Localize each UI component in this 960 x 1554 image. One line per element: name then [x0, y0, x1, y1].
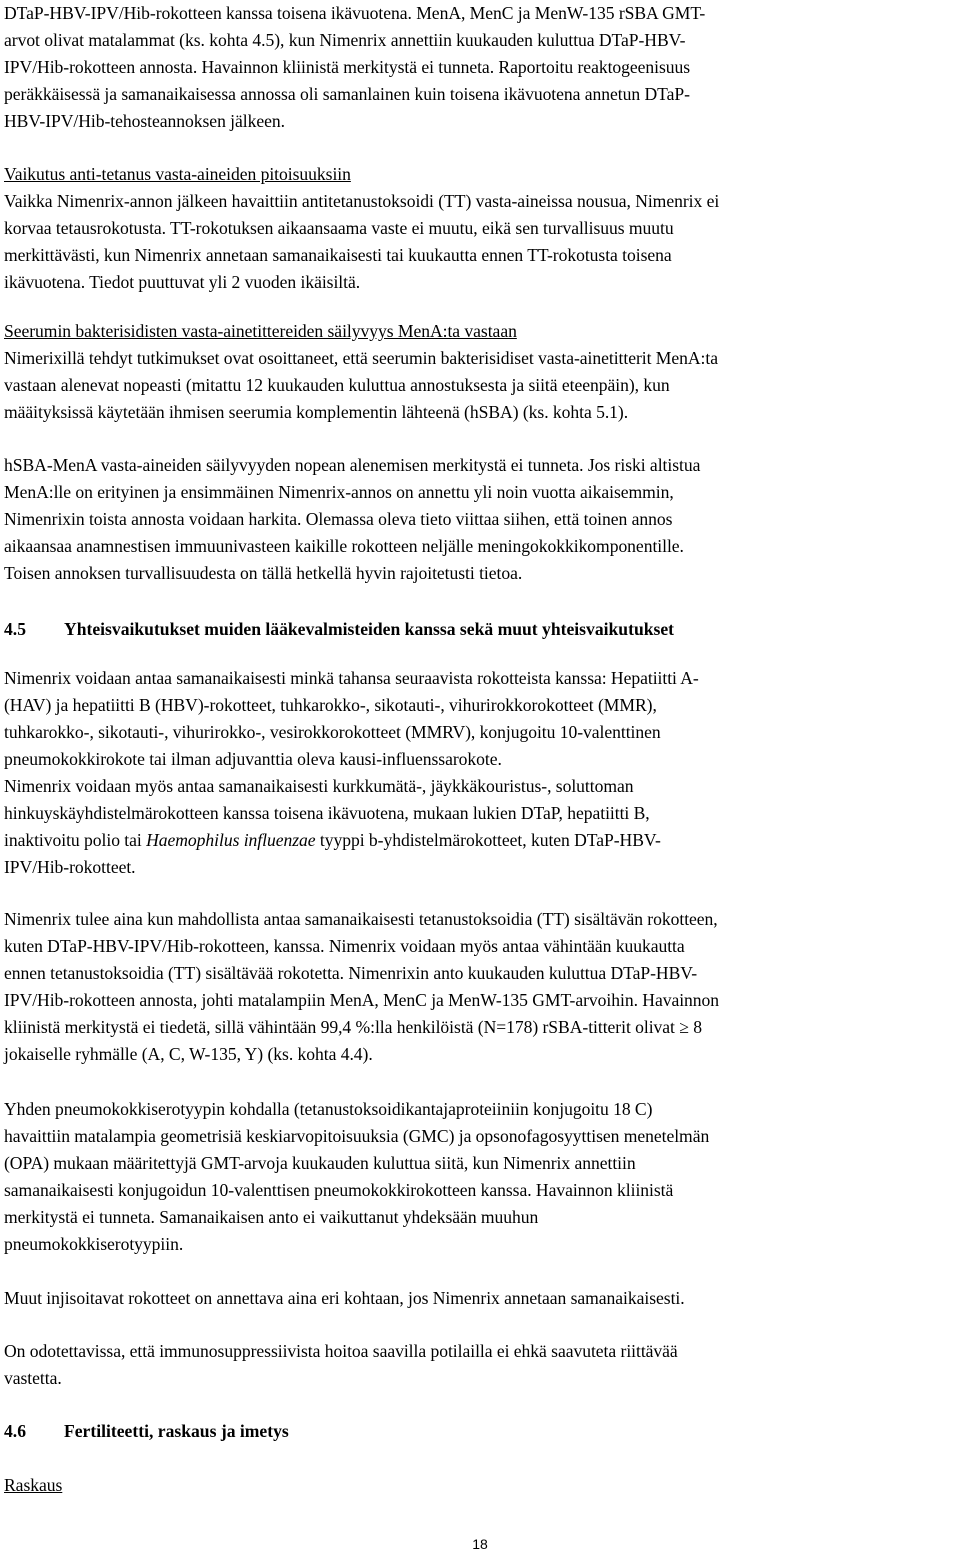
text-line: Muut injisoitavat rokotteet on annettava aina eri kohtaan, jos Nimenrix annetaan samanaikaisesti. — [4, 1288, 685, 1308]
section-title: Yhteisvaikutukset muiden lääkevalmisteiden kanssa sekä muut yhteisvaikutukset — [64, 619, 675, 639]
section-number: 4.5 — [4, 619, 26, 639]
text-line: tuhkarokko-, sikotauti-, vihurirokko-, vesirokkorokotteet (MMRV), konjugoitu 10-valenttinen — [4, 722, 661, 742]
text-line: MenA:lle on erityinen ja ensimmäinen Nimenrix-annos on annettu yli noin vuotta aikaisemmin, — [4, 482, 674, 502]
text-line: Vaikka Nimenrix-annon jälkeen havaittiin antitetanustoksoidi (TT) vasta-aineissa nousua, Nimenrix ei — [4, 191, 720, 211]
paragraph-coadministration-dtap — [4, 0, 959, 135]
text-span: inaktivoitu polio tai — [4, 830, 147, 850]
text-line: Nimenrix voidaan myös antaa samanaikaisesti kurkkumätä-, jäykkäkouristus-, soluttoman — [4, 776, 634, 796]
subheading-anti-tetanus: Vaikutus anti-tetanus vasta-aineiden pitoisuuksiin — [4, 164, 351, 184]
text-line: ikävuotena. Tiedot puuttuvat yli 2 vuoden ikäisiltä. — [4, 272, 361, 292]
text-line: vastetta. — [4, 1368, 62, 1388]
section-heading-4-6 — [4, 1418, 959, 1445]
text-line: peräkkäisessä ja samanaikaisessa annossa oli samanlainen kuin toisena ikävuotena annetun DTaP- — [4, 84, 690, 104]
text-line: hinkuyskäyhdistelmärokotteen kanssa toisena ikävuotena, mukaan lukien DTaP, hepatiitti B, — [4, 803, 650, 823]
page-number: 18 — [472, 1536, 488, 1552]
text-line: Nimenrixin toista annosta voidaan harkita. Olemassa oleva tieto viittaa siihen, että toinen annos — [4, 509, 673, 529]
section-number: 4.6 — [4, 1421, 26, 1441]
section-anti-tetanus — [4, 161, 959, 296]
text-line: Nimerixillä tehdyt tutkimukset ovat osoittaneet, että seerumin bakterisidiset vasta-ainetitterit MenA:ta — [4, 348, 718, 368]
text-line: merkittävästi, kun Nimenrix annetaan samanaikaisesti tai kuukautta ennen TT-rokotusta toisena — [4, 245, 672, 265]
paragraph-pneumococcal — [4, 1096, 959, 1258]
text-line: On odotettavissa, että immunosuppressiivista hoitoa saavilla potilailla ei ehkä saavuteta riittävää — [4, 1341, 678, 1361]
text-line: määityksissä käytetään ihmisen seerumia komplementin lähteenä (hSBA) (ks. kohta 5.1). — [4, 402, 629, 422]
text-line: IPV/Hib-rokotteen annosta, johti matalampiin MenA, MenC ja MenW-135 GMT-arvoihin. Havainnon — [4, 990, 720, 1010]
paragraph-coadministration-vaccines — [4, 665, 959, 881]
text-line: korvaa tetausrokotusta. TT-rokotuksen aikaansaama vaste ei muutu, eikä sen turvallisuus muutu — [4, 218, 674, 238]
text-line: Nimenrix voidaan antaa samanaikaisesti minkä tahansa seuraavista rokotteista kanssa: Hepatiitti A- — [4, 668, 699, 688]
paragraph-injection-sites — [4, 1285, 959, 1312]
text-line: merkitystä ei tunneta. Samanaikaisen anto ei vaikuttanut yhdeksään muuhun — [4, 1207, 539, 1227]
text-line: ennen tetanustoksoidia (TT) sisältävää rokotetta. Nimenrixin anto kuukauden kuluttua DTaP-HBV- — [4, 963, 698, 983]
text-line: (OPA) mukaan määritettyjä GMT-arvoja kuukauden kuluttua siitä, kun Nimenrix annettiin — [4, 1153, 636, 1173]
text-line: kuten DTaP-HBV-IPV/Hib-rokotteen, kanssa. Nimenrix voidaan myös antaa vähintään kuukautta — [4, 936, 685, 956]
text-line: samanaikaisesti konjugoidun 10-valenttisen pneumokokkirokotteen kanssa. Havainnon kliinistä — [4, 1180, 674, 1200]
text-line: pneumokokkiserotyypiin. — [4, 1234, 184, 1254]
text-line: HBV-IPV/Hib-tehosteannoksen jälkeen. — [4, 111, 285, 131]
text-line: jokaiselle ryhmälle (A, C, W-135, Y) (ks. kohta 4.4). — [4, 1044, 373, 1064]
text-line: Nimenrix tulee aina kun mahdollista antaa samanaikaisesti tetanustoksoidia (TT) sisältävän rokotteen, — [4, 909, 718, 929]
text-line: (HAV) ja hepatiitti B (HBV)-rokotteet, tuhkarokko-, sikotauti-, vihurirokkorokotteet (MMR), — [4, 695, 657, 715]
text-line: vastaan alenevat nopeasti (mitattu 12 kuukauden kuluttua annostuksesta ja siitä eteenpäin), kun — [4, 375, 670, 395]
subheading-mena-persistence: Seerumin bakterisidisten vasta-ainetittereiden säilyvyys MenA:ta vastaan — [4, 321, 517, 341]
text-span: tyyppi b-yhdistelmärokotteet, kuten DTaP-HBV- — [315, 830, 661, 850]
text-line: IPV/Hib-rokotteen annosta. Havainnon kliinistä merkitystä ei tunneta. Raportoitu reaktogeenisuus — [4, 57, 691, 77]
text-line: hSBA-MenA vasta-aineiden säilyvyyden nopean alenemisen merkitystä ei tunneta. Jos riski altistua — [4, 455, 701, 475]
subsection-raskaus — [4, 1472, 959, 1499]
text-line: DTaP-HBV-IPV/Hib-rokotteen kanssa toisena ikävuotena. MenA, MenC ja MenW-135 rSBA GMT- — [4, 3, 706, 23]
text-line — [4, 827, 959, 854]
italic-organism-name: Haemophilus influenzae — [146, 830, 316, 850]
text-line: Toisen annoksen turvallisuudesta on tällä hetkellä hyvin rajoitetusti tietoa. — [4, 563, 523, 583]
text-line: kliinistä merkitystä ei tiedetä, sillä vähintään 99,4 %:lla henkilöistä (N=178) rSBA-titterit olivat ≥ 8 — [4, 1017, 702, 1037]
section-mena-persistence — [4, 318, 959, 426]
text-line: havaittiin matalampia geometrisiä keskiarvopitoisuuksia (GMC) ja opsonofagosyyttisen menetelmän — [4, 1126, 710, 1146]
subheading-raskaus: Raskaus — [4, 1475, 63, 1495]
text-line: Yhden pneumokokkiserotyypin kohdalla (tetanustoksoidikantajaproteiiniin konjugoitu 18 C) — [4, 1099, 653, 1119]
section-title: Fertiliteetti, raskaus ja imetys — [64, 1421, 289, 1441]
text-line: IPV/Hib-rokotteet. — [4, 857, 136, 877]
text-line: pneumokokkirokote tai ilman adjuvanttia oleva kausi-influenssarokote. — [4, 749, 502, 769]
text-line: arvot olivat matalammat (ks. kohta 4.5), kun Nimenrix annettiin kuukauden kuluttua DTaP-HBV- — [4, 30, 686, 50]
section-heading-4-5 — [4, 616, 959, 643]
paragraph-hsba-mena — [4, 452, 959, 587]
text-line: aikaansaa anamnestisen immuunivasteen kaikille rokotteen neljälle meningokokkikomponentille. — [4, 536, 684, 556]
paragraph-immunosuppression — [4, 1338, 959, 1392]
paragraph-tetanus-toxoid — [4, 906, 959, 1068]
